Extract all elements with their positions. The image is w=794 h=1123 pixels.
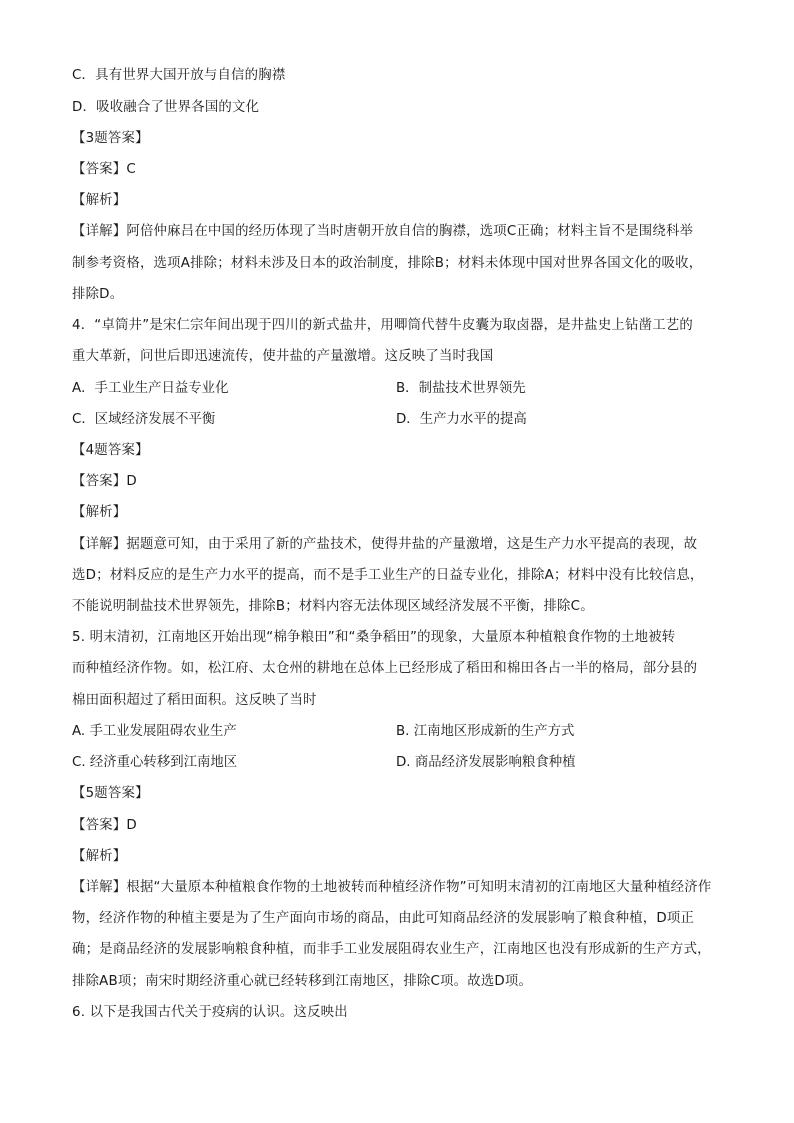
q5-detail-line: 【详解】根据“大量原本种植粮食作物的土地被转而种植经济作物”可知明末清初的江南地区大量种植经济作 [72, 880, 712, 895]
q3-detail-line: 制参考资格，选项A排除；材料未涉及日本的政治制度，排除B；材料未体现中国对世界各国文化的吸收， [72, 256, 703, 271]
q4-detail-line: 选D；材料反应的是生产力水平的提高，而不是手工业生产的日益专业化，排除A；材料中没有比较信息， [72, 568, 704, 583]
q5-answer-block-label: 【5题答案】 [72, 786, 149, 801]
q4-stem-line: 重大革新，问世后即迅速流传，使井盐的产量激增。这反映了当时我国 [72, 349, 494, 364]
q4-stem-line: 4．“卓筒井”是宋仁宗年间出现于四川的新式盐井，用唧筒代替牛皮囊为取卤器，是井盐史上钻凿工艺的 [72, 318, 693, 333]
q4-option-c: C．区域经济发展不平衡 [72, 412, 216, 427]
q3-option-c: C．具有世界大国开放与自信的胸襟 [72, 68, 286, 83]
q4-detail-line: 【详解】据题意可知，由于采用了新的产盐技术，使得井盐的产量激增，这是生产力水平提高的表现，故 [72, 537, 698, 552]
q5-detail-line: 排除AB项；南宋时期经济重心就已经转移到江南地区，排除C项。故选D项。 [72, 974, 533, 989]
q4-answer: 【答案】D [72, 474, 137, 489]
q3-answer: 【答案】C [72, 162, 136, 177]
q5-stem-line: 5. 明末清初，江南地区开始出现“棉争粮田”和“桑争稻田”的现象，大量原本种植粮食作物的土地被转 [72, 630, 676, 645]
q4-option-d: D．生产力水平的提高 [396, 412, 527, 427]
q5-option-b: B. 江南地区形成新的生产方式 [396, 724, 575, 739]
q4-detail-line: 不能说明制盐技术世界领先，排除B；材料内容无法体现区域经济发展不平衡，排除C。 [72, 599, 594, 614]
q5-stem-line: 棉田面积超过了稻田面积。这反映了当时 [72, 693, 317, 708]
q4-answer-block-label: 【4题答案】 [72, 443, 149, 458]
q5-detail-line: 确；是商品经济的发展影响粮食种植，而非手工业发展阻碍农业生产，江南地区也没有形成新的生产方式， [72, 942, 711, 957]
q6-stem-line: 6. 以下是我国古代关于疫病的认识。这反映出 [72, 1005, 348, 1020]
q5-answer: 【答案】D [72, 818, 137, 833]
q4-option-a: A．手工业生产日益专业化 [72, 381, 229, 396]
q5-detail-line: 物，经济作物的种植主要是为了生产面向市场的商品，由此可知商品经济的发展影响了粮食种植，D项正 [72, 911, 695, 926]
q5-stem-line: 而种植经济作物。如，松江府、太仓州的耕地在总体上已经形成了稻田和棉田各占一半的格局，部分县的 [72, 661, 698, 676]
q3-answer-block-label: 【3题答案】 [72, 131, 149, 146]
q5-option-a: A. 手工业发展阻碍农业生产 [72, 724, 237, 739]
q5-option-c: C. 经济重心转移到江南地区 [72, 755, 238, 770]
q3-analysis-label: 【解析】 [72, 193, 127, 208]
q3-detail-line: 【详解】阿倍仲麻吕在中国的经历体现了当时唐朝开放自信的胸襟，选项C正确；材料主旨不是围绕科举 [72, 224, 694, 239]
q4-analysis-label: 【解析】 [72, 505, 127, 520]
q4-option-b: B．制盐技术世界领先 [396, 381, 526, 396]
q3-option-d: D．吸收融合了世界各国的文化 [72, 100, 260, 115]
q3-detail-line: 排除D。 [72, 287, 124, 302]
q5-analysis-label: 【解析】 [72, 849, 127, 864]
q5-option-d: D. 商品经济发展影响粮食种植 [396, 755, 576, 770]
